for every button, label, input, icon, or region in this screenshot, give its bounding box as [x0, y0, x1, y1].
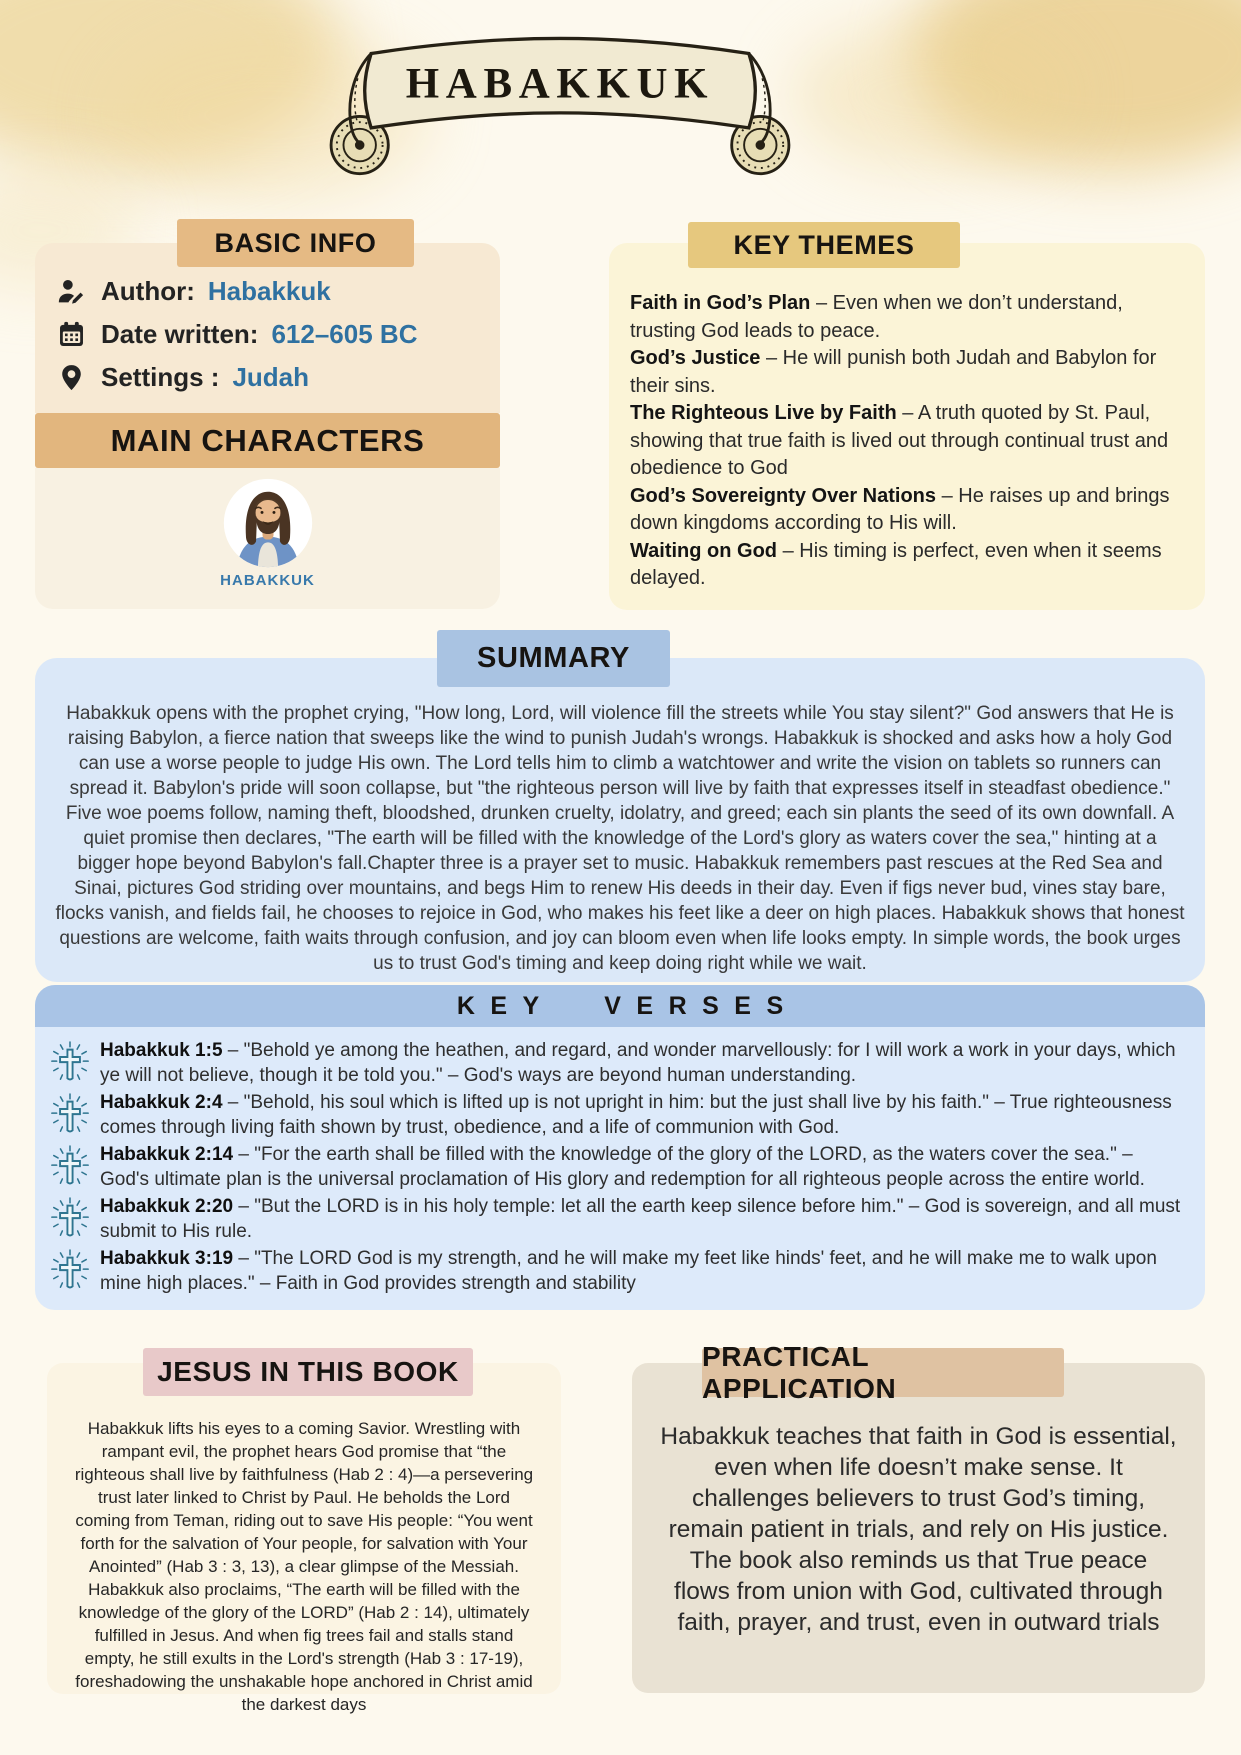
summary-card: [35, 658, 1205, 982]
author-value: Habakkuk: [207, 276, 331, 306]
watercolor-blob-top-left: [0, 0, 340, 170]
main-characters-header: [35, 413, 500, 468]
summary-header: [437, 630, 670, 687]
key-themes-card: [609, 243, 1205, 610]
theme-waiting-on-god: Waiting on God – His timing is perfect, even when it seems delayed.: [630, 539, 1162, 589]
author-label: Author:: [101, 276, 195, 306]
settings-label: Settings :: [101, 362, 220, 392]
practical-application-header-label: PRACTICAL APPLICATION: [702, 1340, 897, 1404]
verse-habakkuk-1-5: Habakkuk 1:5 – "Behold ye among the heathen, and regard, and wonder marvellously: for I will work a work in your days, which ye will not believe, though it be told you." – God's ways are beyond human understanding.: [49, 1038, 1183, 1088]
theme-gods-sovereignty: God’s Sovereignty Over Nations – He raises up and brings down kingdoms according to His will.: [630, 484, 1170, 534]
basic-info-rows: [57, 276, 417, 393]
practical-application-text: Habakkuk teaches that faith in God is essential, even when life doesn’t make sense. It challenges believers to trust God’s timing, remain patient in trials, and rely on His justice. The book also reminds us that True peace flows from union with God, cultivated through faith, prayer, and trust, even in outward trials: [660, 1423, 1177, 1636]
radiant-cross-icon: [49, 1248, 91, 1294]
verse-habakkuk-3-19: Habakkuk 3:19 – "The LORD God is my strength, and he will make my feet like hinds' feet, and he will make me to walk upon mine high places." – Faith in God provides strength and stability: [49, 1246, 1183, 1296]
jesus-in-this-book-card: [47, 1363, 561, 1714]
verse-habakkuk-2-20: Habakkuk 2:20 – "But the LORD is in his holy temple: let all the earth keep silence before him." – God is sovereign, and all must submit to His rule.: [49, 1194, 1183, 1244]
date-written-row: [57, 319, 417, 350]
author-row: [57, 276, 417, 307]
main-characters-header-label: MAIN CHARACTERS: [110, 422, 425, 458]
theme-faith-in-gods-plan: Faith in God’s Plan – Even when we don’t understand, trusting God leads to peace.: [630, 292, 1123, 342]
habakkuk-avatar: [222, 477, 314, 569]
author-icon: [57, 277, 86, 306]
basic-info-header-label: BASIC INFO: [214, 227, 377, 258]
location-icon: [57, 363, 86, 392]
radiant-cross-icon: [49, 1040, 91, 1086]
date-written-label: Date written:: [101, 319, 259, 349]
radiant-cross-icon: [49, 1196, 91, 1242]
key-verses-header: [35, 985, 1205, 1027]
calendar-icon: [57, 320, 86, 349]
watercolor-blob-top-right-2: [791, 20, 1071, 170]
book-title: HABAKKUK: [405, 60, 715, 108]
main-characters-card: [35, 468, 500, 609]
key-verses-section: [35, 985, 1205, 1310]
jesus-in-this-book-header-label: JESUS IN THIS BOOK: [157, 1356, 459, 1387]
scroll-banner-illustration: [312, 20, 808, 190]
summary-header-label: SUMMARY: [477, 642, 630, 674]
practical-application-card: [632, 1363, 1205, 1693]
practical-application-header: [702, 1340, 1064, 1404]
basic-info-header: [177, 219, 414, 267]
summary-text: Habakkuk opens with the prophet crying, "How long, Lord, will violence fill the streets while You stay silent?" God answers that He is raising Babylon, a fierce nation that sweeps like the wind to punish Judah's wrongs. Habakkuk is shocked and asks how a holy God can use a worse people to judge His own. The Lord tells him to climb a watchtower and write the vision on tablets so runners can spread it. Babylon's pride will soon collapse, but "the righteous person will live by faith that expresses itself in steadfast obedience." Five woe poems follow, naming theft, bloodshed, drunken cruelty, idolatry, and greed; each sin plants the seed of its own downfall. A quiet promise then declares, "The earth will be filled with the knowledge of the Lord's glory as waters cover the sea," hinting at a bigger hope beyond Babylon's fall.Chapter three is a prayer set to music. Habakkuk remembers past rescues at the Red Sea and Sinai, pictures God striding over mountains, and begs Him to renew His deeds in their day. Even if figs never bud, vines stay bare, flocks vanish, and fields fail, he chooses to rejoice in God, who makes his feet like a deer on high places. Habakkuk shows that honest questions are welcome, faith waits through confusion, and joy can bloom even when life looks empty. In simple words, the book urges us to trust God's timing and keep doing right while we wait.: [55, 703, 1185, 974]
settings-row: [57, 362, 417, 393]
scroll-banner: [312, 20, 808, 190]
verse-habakkuk-2-14: Habakkuk 2:14 – "For the earth shall be filled with the knowledge of the glory of the LORD, as the waters cover the sea." – God's ultimate plan is the universal proclamation of His glory and redemption for all righteous people across the entire world.: [49, 1142, 1183, 1192]
key-verses-header-label: KEY VERSES: [456, 991, 799, 1020]
key-verses-list: [35, 1027, 1205, 1296]
jesus-in-this-book-text: Habakkuk lifts his eyes to a coming Savior. Wrestling with rampant evil, the prophet hears God promise that “the righteous shall live by faithfulness (Hab 2 : 4)—a persevering trust later linked to Christ by Paul. He beholds the Lord coming from Teman, riding out to save His people: “You went forth for the salvation of Your people, for salvation with Your Anointed” (Hab 3 : 3, 13), a clear glimpse of the Messiah. Habakkuk also proclaims, “The earth will be filled with the knowledge of the glory of the LORD” (Hab 2 : 14), ultimately fulfilled in Jesus. And when fig trees fail and stalls stand empty, he still exults in the Lord's strength (Hab 3 : 17-19), foreshadowing the unshakable hope anchored in Christ amid the darkest days: [74, 1419, 534, 1714]
jesus-in-this-book-header: [143, 1348, 473, 1396]
key-themes-list: [609, 243, 1205, 610]
character-name: HABAKKUK: [220, 572, 315, 589]
radiant-cross-icon: [49, 1092, 91, 1138]
radiant-cross-icon: [49, 1144, 91, 1190]
date-written-value: 612–605 BC: [271, 319, 418, 349]
key-themes-header-label: KEY THEMES: [733, 229, 915, 260]
settings-value: Judah: [232, 362, 310, 392]
watercolor-blob-top-right: [911, 0, 1241, 170]
theme-gods-justice: God’s Justice – He will punish both Judah and Babylon for their sins.: [630, 347, 1157, 397]
verse-habakkuk-2-4: Habakkuk 2:4 – "Behold, his soul which is lifted up is not upright in him: but the just shall live by his faith." – True righteousness comes through living faith shown by trust, obedience, and a life of communion with God.: [49, 1090, 1183, 1140]
key-themes-header: [688, 222, 960, 268]
theme-righteous-live-by-faith: The Righteous Live by Faith – A truth quoted by St. Paul, showing that true faith is lived out through continual trust and obedience to God: [630, 402, 1169, 479]
